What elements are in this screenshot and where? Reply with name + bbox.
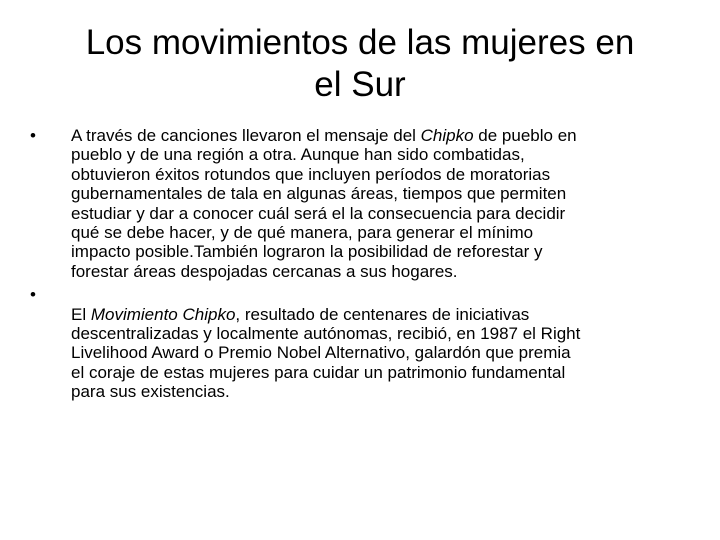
text-line: obtuvieron éxitos rotundos que incluyen períodos de moratorias	[71, 164, 551, 184]
text-line: descentralizadas y localmente autónomas, recibió, en 1987 el Right	[71, 324, 581, 344]
title-line-2: el Sur	[314, 65, 406, 104]
text-line: el coraje de estas mujeres para cuidar un patrimonio fundamental	[71, 362, 566, 382]
emphasis-text: Movimiento Chipko	[90, 304, 236, 324]
bullet-item-chipko-movement	[28, 285, 688, 401]
text-run: , resultado de centenares de iniciativas	[235, 304, 530, 324]
emphasis-text: Chipko	[420, 126, 474, 145]
text-line: gubernamentales de tala en algunas áreas, tiempos que permiten	[71, 184, 567, 204]
title-line-1: Los movimientos de las mujeres en	[85, 23, 635, 62]
text-line: qué se debe hacer, y de qué manera, para generar el mínimo	[71, 223, 534, 243]
text-line: Livelihood Award o Premio Nobel Alternativo, galardón que premia	[71, 343, 571, 363]
text-line	[71, 305, 688, 324]
text-line: forestar áreas despojadas cercanas a sus hogares.	[71, 261, 458, 281]
bullet-icon: •	[30, 285, 36, 305]
text-line	[71, 126, 688, 145]
text-line: impacto posible.También lograron la posibilidad de reforestar y	[71, 242, 543, 262]
text-run: A través de canciones llevaron el mensaje del	[71, 126, 421, 145]
blank-line	[71, 285, 688, 304]
text-line: para sus existencias.	[71, 382, 230, 402]
bullet-item-chipko-songs	[28, 126, 688, 281]
bullet-list	[28, 126, 688, 402]
text-run: de pueblo en	[473, 126, 577, 145]
text-line: pueblo y de una región a otra. Aunque han sido combatidas,	[71, 145, 525, 165]
slide-title	[36, 22, 684, 106]
text-run: El	[71, 304, 91, 324]
text-line: estudiar y dar a conocer cuál será el la consecuencia para decidir	[71, 203, 566, 223]
bullet-icon: •	[30, 126, 36, 145]
